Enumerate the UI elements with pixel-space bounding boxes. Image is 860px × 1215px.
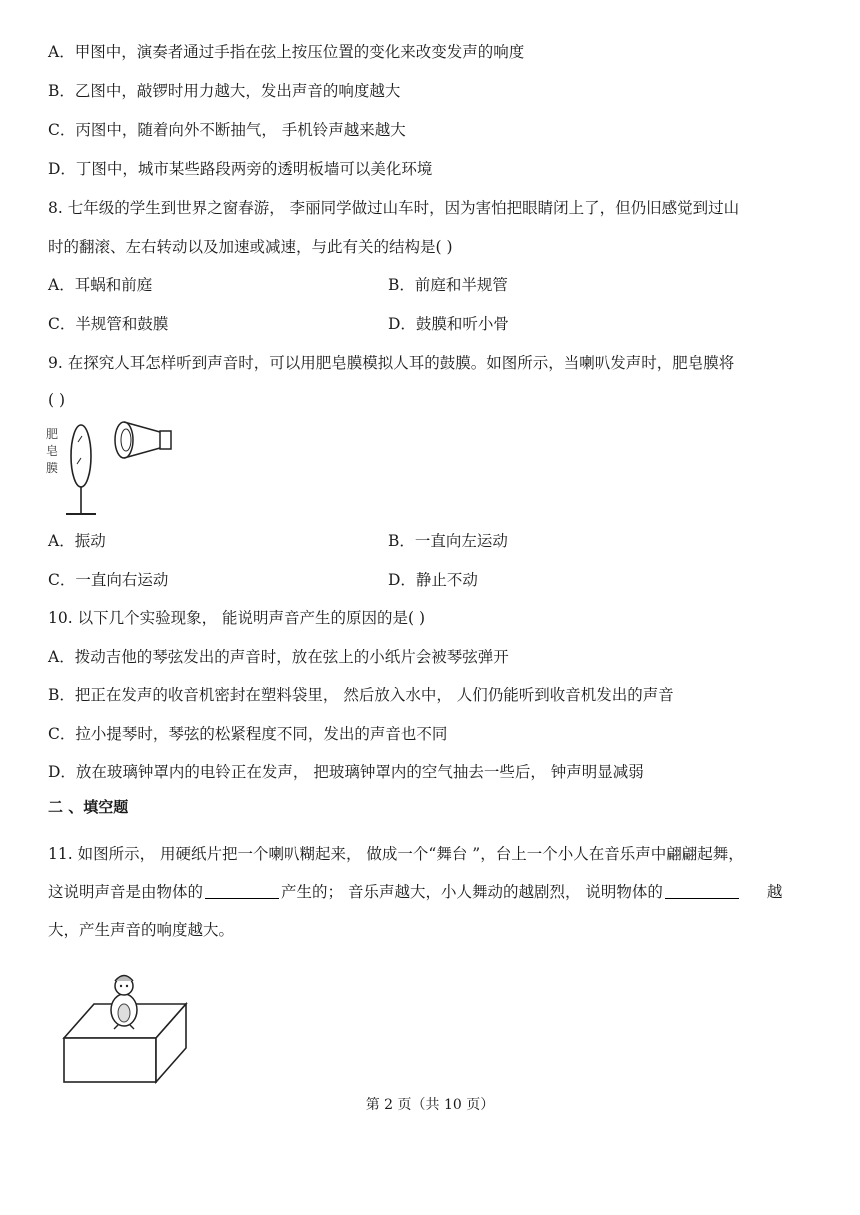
dancer-belly <box>118 1004 130 1022</box>
q8-stem-line2: 时的翻滚、左右转动以及加速或减速，与此有关的结构是( ) <box>48 238 453 256</box>
q9-label-char-1: 肥 <box>46 427 59 441</box>
q11-line3: 大，产生声音的响度越大。 <box>48 921 235 939</box>
q8-option-b: B．前庭和半规管 <box>388 276 508 294</box>
q11-line2 <box>48 880 782 904</box>
horn-mouth <box>115 422 133 458</box>
q10-option-b: B．把正在发声的收音机密封在塑料袋里， 然后放入水中， 人们仍能听到收音机发出的声音 <box>48 686 674 704</box>
q7-option-b: B．乙图中，敲锣时用力越大，发出声音的响度越大 <box>48 82 401 100</box>
q9-stem-line2: ( ) <box>48 391 66 409</box>
q11-line2-part1: 这说明声音是由物体的 <box>48 883 204 901</box>
soap-film-ring <box>71 425 91 487</box>
q9-option-b: B．一直向左运动 <box>388 532 508 550</box>
q8-stem-line1: 8. 七年级的学生到世界之窗春游， 李丽同学做过山车时，因为害怕把眼睛闭上了，但仍旧感觉到过山 <box>48 199 740 217</box>
soap-film-reflection-2 <box>77 458 81 464</box>
stage-front-face <box>64 1038 156 1082</box>
dancer-hat <box>115 976 133 982</box>
q11-line2-part3: 越 <box>766 883 783 901</box>
horn-mouth-inner <box>121 429 131 451</box>
page-number-footer: 第 2 页（共 10 页） <box>365 1097 495 1113</box>
q10-option-c: C．拉小提琴时，琴弦的松紧程度不同，发出的声音也不同 <box>48 725 448 743</box>
section-heading-fill-in: 二 、填空题 <box>48 798 129 816</box>
q11-stage-figure <box>58 966 193 1086</box>
q7-option-c: C．丙图中，随着向外不断抽气， 手机铃声越来越大 <box>48 121 406 139</box>
q8-option-d: D．鼓膜和听小骨 <box>388 315 509 333</box>
q11-line2-part2: 产生的； 音乐声越大，小人舞动的越剧烈， 说明物体的 <box>281 883 663 901</box>
dancer-eye-right <box>126 985 128 987</box>
horn-neck <box>160 431 171 449</box>
q9-option-d: D．静止不动 <box>388 571 478 589</box>
q11-answer-blank-2[interactable] <box>665 882 739 899</box>
q9-soap-film-figure <box>60 418 180 518</box>
q10-stem: 10. 以下几个实验现象， 能说明声音产生的原因的是( ) <box>48 609 426 627</box>
q11-line1: 11. 如图所示， 用硬纸片把一个喇叭糊起来， 做成一个“舞台 ”，台上一个小人在音乐声中翩翩起舞， <box>48 845 744 863</box>
q9-option-c: C．一直向右运动 <box>48 571 169 589</box>
soap-film-reflection-1 <box>78 436 82 442</box>
q9-label-char-3: 膜 <box>46 461 59 475</box>
q7-option-d: D．丁图中，城市某些路段两旁的透明板墙可以美化环境 <box>48 160 433 178</box>
q10-option-a: A．拨动吉他的琴弦发出的声音时，放在弦上的小纸片会被琴弦弹开 <box>48 648 509 666</box>
q9-option-a: A．振动 <box>48 532 106 550</box>
q7-option-a: A．甲图中，演奏者通过手指在弦上按压位置的变化来改变发声的响度 <box>48 43 525 61</box>
q8-option-a: A．耳蜗和前庭 <box>48 276 153 294</box>
q11-answer-blank-1[interactable] <box>205 882 279 899</box>
q10-option-d: D．放在玻璃钟罩内的电铃正在发声， 把玻璃钟罩内的空气抽去一些后， 钟声明显减弱 <box>48 763 644 781</box>
dancer-eye-left <box>120 985 122 987</box>
q9-label-char-2: 皂 <box>46 444 59 458</box>
q8-option-c: C．半规管和鼓膜 <box>48 315 169 333</box>
q9-stem-line1: 9. 在探究人耳怎样听到声音时，可以用肥皂膜模拟人耳的鼓膜。如图所示，当喇叭发声时，肥皂膜将 <box>48 354 735 372</box>
